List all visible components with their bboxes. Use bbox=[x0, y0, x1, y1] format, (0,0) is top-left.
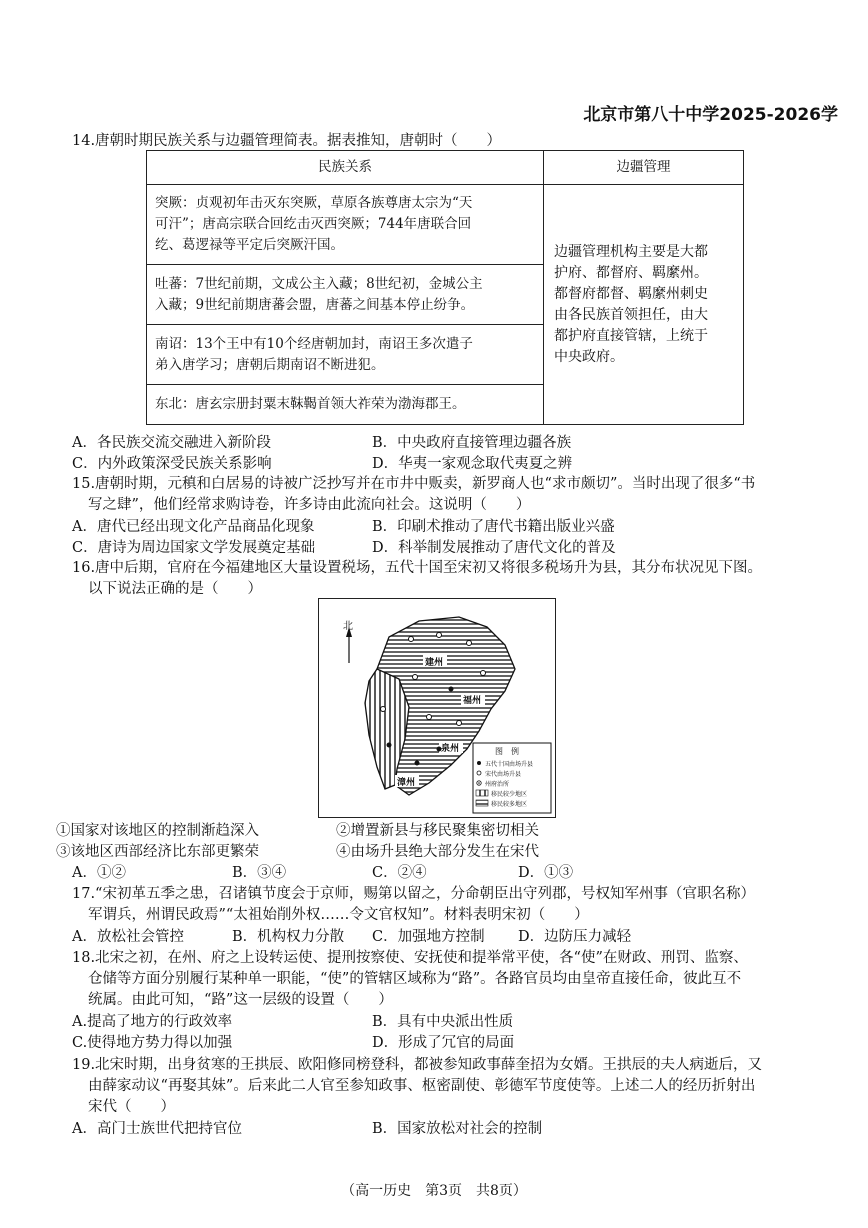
q17-option-a[interactable]: A．放松社会管控 bbox=[72, 929, 184, 945]
county-marker bbox=[481, 671, 486, 676]
q18-option-b[interactable]: B．具有中央派出性质 bbox=[372, 1014, 514, 1030]
q18-stem-line2: 仓储等方面分别履行某种单一职能，“使”的管辖区域称为“路”。各路官员均由皇帝直接任命，彼此互不 bbox=[88, 971, 742, 987]
fujian-map bbox=[318, 598, 556, 818]
q14-option-b[interactable]: B．中央政府直接管理边疆各族 bbox=[372, 435, 572, 451]
county-marker bbox=[437, 633, 442, 638]
q15-stem-line1: 15.唐朝时期，元稹和白居易的诗被广泛抄写并在市井中贩卖，新罗商人也“求市颇切”。当时出现了很多“书 bbox=[72, 476, 756, 492]
county-marker bbox=[409, 637, 414, 642]
q16-statement-4: ④由场升县绝大部分发生在宋代 bbox=[336, 844, 539, 860]
q18-stem-line3: 统属。由此可知，“路”这一层级的设置（ ） bbox=[88, 992, 393, 1008]
fujian-map-svg bbox=[319, 599, 555, 817]
legend-item: 宋代由场升县 bbox=[485, 771, 522, 778]
map-label-fuzhou: 福州 bbox=[463, 696, 482, 706]
county-marker bbox=[437, 747, 442, 752]
legend-item: 移民较多地区 bbox=[491, 801, 528, 808]
map-label-zhangzhou: 漳州 bbox=[397, 778, 416, 788]
map-label-quanzhou: 泉州 bbox=[441, 744, 460, 754]
q15-option-d[interactable]: D．科举制发展推动了唐代文化的普及 bbox=[372, 540, 616, 556]
table-border-management: 边疆管理机构主要是大都 护府、都督府、羁縻州。 都督府都督、羁縻州刺史 由各民族首领担任，由大 都护府直接管辖，上统于 中央政府。 bbox=[544, 185, 744, 425]
q16-option-c[interactable]: C．②④ bbox=[372, 865, 427, 881]
q16-stem-line2: 以下说法正确的是（ ） bbox=[88, 581, 262, 597]
q16-statement-1: ①国家对该地区的控制渐趋深入 bbox=[56, 823, 259, 839]
q18-stem-line1: 18.北宋之初，在州、府之上设转运使、提刑按察使、安抚使和提举常平使，各“使”在财政、刑罚、监察、 bbox=[72, 950, 748, 966]
q14-table bbox=[146, 150, 744, 425]
q15-stem-line2: 写之肆”，他们经常求购诗卷，许多诗由此流向社会。这说明（ ） bbox=[88, 497, 531, 513]
page-footer: （高一历史 第3页 共8页） bbox=[341, 1183, 527, 1199]
q19-stem-line2: 由薛家动议“再娶其妹”。后来此二人官至参知政事、枢密副使、彰德军节度使等。上述二人的经历折射出 bbox=[88, 1078, 756, 1094]
county-marker bbox=[457, 721, 462, 726]
legend-item: 移民较少地区 bbox=[491, 791, 528, 798]
q16-statement-3: ③该地区西部经济比东部更繁荣 bbox=[56, 844, 259, 860]
map-north-label: 北 bbox=[343, 621, 353, 632]
q15-option-c[interactable]: C．唐诗为周边国家文学发展奠定基础 bbox=[72, 540, 316, 556]
legend-item: 五代十国由场升县 bbox=[485, 761, 534, 768]
q16-option-a[interactable]: A．①② bbox=[72, 865, 126, 881]
q16-option-d[interactable]: D．①③ bbox=[518, 865, 574, 881]
q18-option-d[interactable]: D．形成了冗官的局面 bbox=[372, 1035, 515, 1051]
county-marker bbox=[387, 743, 392, 748]
map-label-jianzhou: 建州 bbox=[425, 658, 444, 668]
north-arrow-icon bbox=[346, 627, 352, 663]
table-header-border: 边疆管理 bbox=[544, 151, 744, 185]
q16-statement-2: ②增置新县与移民聚集密切相关 bbox=[336, 823, 539, 839]
q19-option-a[interactable]: A．高门士族世代把持官位 bbox=[72, 1121, 242, 1137]
table-header-ethnic: 民族关系 bbox=[147, 151, 544, 185]
q17-option-d[interactable]: D．边防压力减轻 bbox=[518, 929, 632, 945]
legend-item: 州府治所 bbox=[485, 781, 510, 788]
legend-title: 图 例 bbox=[495, 747, 519, 756]
q14-option-d[interactable]: D．华夷一家观念取代夷夏之辨 bbox=[372, 456, 573, 472]
q16-option-b[interactable]: B．③④ bbox=[232, 865, 287, 881]
q17-option-b[interactable]: B．机构权力分散 bbox=[232, 929, 345, 945]
q14-option-c[interactable]: C．内外政策深受民族关系影响 bbox=[72, 456, 272, 472]
county-marker bbox=[449, 687, 454, 692]
q18-option-a[interactable]: A.提高了地方的行政效率 bbox=[72, 1014, 233, 1030]
q14-option-a[interactable]: A．各民族交流交融进入新阶段 bbox=[72, 435, 271, 451]
county-marker bbox=[467, 641, 472, 646]
county-marker bbox=[415, 761, 420, 766]
table-row-turks: 突厥：贞观初年击灭东突厥，草原各族尊唐太宗为“天 可汗”；唐高宗联合回纥击灭西突厥；744年唐联合回 纥、葛逻禄等平定后突厥汗国。 bbox=[147, 185, 544, 265]
table-row-tubo: 吐蕃：7世纪前期，文成公主入藏；8世纪初，金城公主 入藏；9世纪前期唐蕃会盟，唐蕃之间基本停止纷争。 bbox=[147, 265, 544, 325]
county-marker bbox=[427, 715, 432, 720]
q15-option-a[interactable]: A．唐代已经出现文化产品商品化现象 bbox=[72, 519, 315, 535]
q17-stem-line2: 军谓兵，州谓民政焉”“太祖始削外权……令文官权知”。材料表明宋初（ ） bbox=[88, 907, 589, 923]
q19-option-b[interactable]: B．国家放松对社会的控制 bbox=[372, 1121, 543, 1137]
q16-stem-line1: 16.唐中后期，官府在今福建地区大量设置税场，五代十国至宋初又将很多税场升为县，其分布状况见下图。 bbox=[72, 560, 763, 576]
q19-stem-line3: 宋代（ ） bbox=[88, 1099, 175, 1115]
county-marker bbox=[381, 707, 386, 712]
q17-stem-line1: 17.“宋初革五季之患，召诸镇节度会于京师，赐第以留之，分命朝臣出守列郡，号权知军州事（官职名称） bbox=[72, 886, 755, 902]
q14-stem: 14.唐朝时期民族关系与边疆管理简表。据表推知，唐朝时（ ） bbox=[72, 133, 502, 149]
school-header: 北京市第八十中学2025-2026学 bbox=[583, 105, 838, 125]
table-row-nanzhao: 南诏：13个王中有10个经唐朝加封，南诏王多次遣子 弟入唐学习；唐朝后期南诏不断进犯。 bbox=[147, 325, 544, 385]
table-row-northeast: 东北：唐玄宗册封粟末靺鞨首领大祚荣为渤海郡王。 bbox=[147, 385, 544, 425]
q18-option-c[interactable]: C.使得地方势力得以加强 bbox=[72, 1035, 233, 1051]
q19-stem-line1: 19.北宋时期，出身贫寒的王拱辰、欧阳修同榜登科，都被参知政事薛奎招为女婿。王拱辰的夫人病逝后，又 bbox=[72, 1057, 763, 1073]
q15-option-b[interactable]: B．印刷术推动了唐代书籍出版业兴盛 bbox=[372, 519, 615, 535]
county-marker bbox=[413, 675, 418, 680]
q17-option-c[interactable]: C．加强地方控制 bbox=[372, 929, 485, 945]
